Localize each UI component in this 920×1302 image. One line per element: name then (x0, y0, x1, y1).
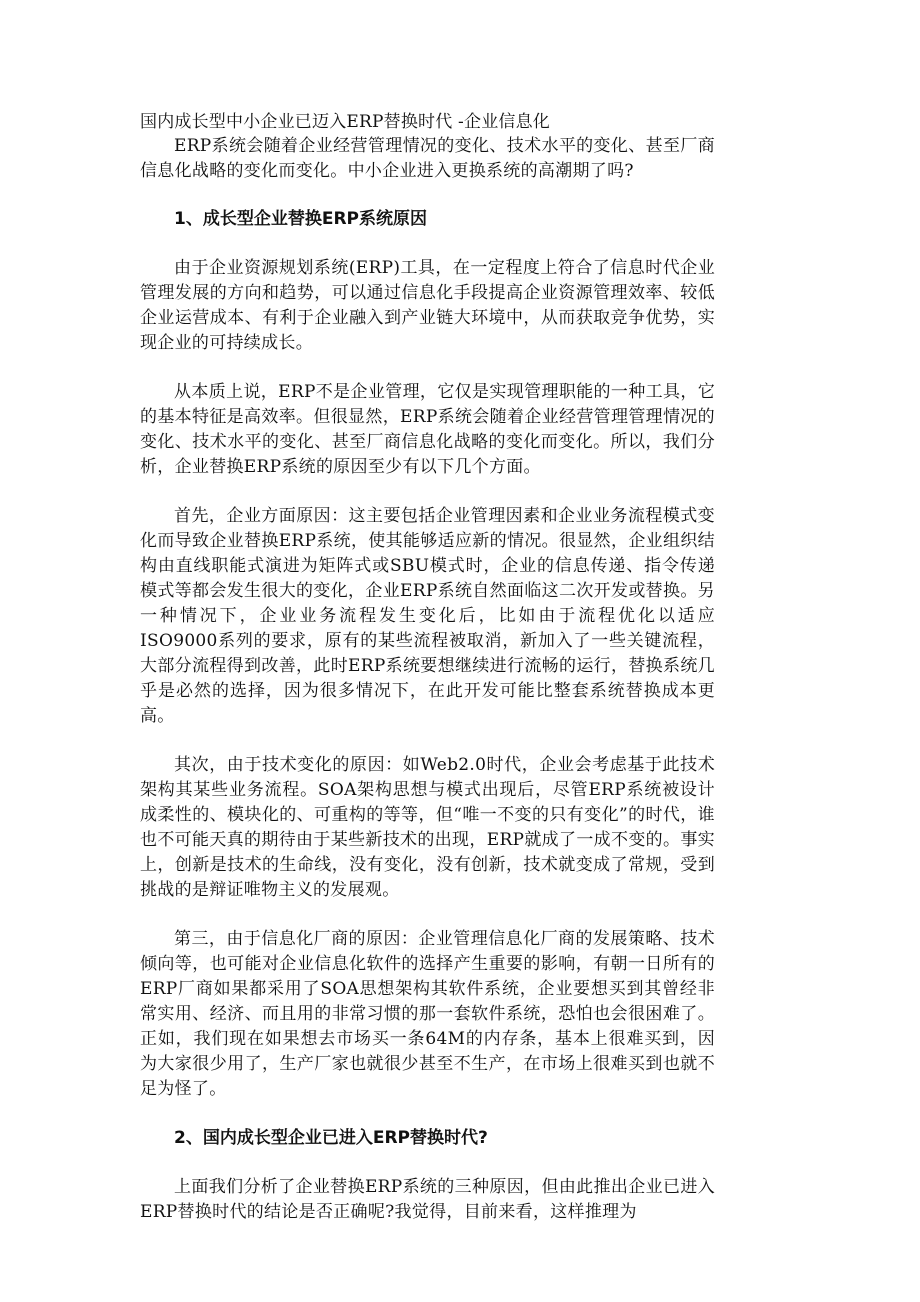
section-1-paragraph-3: 首先，企业方面原因：这主要包括企业管理因素和企业业务流程模式变化而导致企业替换ERP系统，使其能够适应新的情况。很显然，企业组织结构由直线职能式演进为矩阵式或SBU模式时，企业的信息传递、指令传递模式等都会发生很大的变化，企业ERP系统自然面临这二次开发或替换。另一种情况下，企业业务流程发生变化后，比如由于流程优化以适应ISO9000系列的要求，原有的某些流程被取消，新加入了一些关键流程，大部分流程得到改善，此时ERP系统要想继续进行流畅的运行，替换系统几乎是必然的选择，因为很多情况下，在此开发可能比整套系统替换成本更高。 (140, 506, 715, 726)
spacer (140, 1102, 715, 1126)
document-page (140, 110, 715, 1225)
section-1-heading: 1、成长型企业替换ERP系统原因 (174, 209, 427, 229)
spacer (140, 184, 715, 207)
section-1-paragraph-2: 从本质上说，ERP不是企业管理，它仅是实现管理职能的一种工具，它的基本特征是高效率。但很显然，ERP系统会随着企业经营管理管理情况的变化、技术水平的变化、甚至厂商信息化战略的变化而变化。所以，我们分析，企业替换ERP系统的原因至少有以下几个方面。 (140, 382, 715, 477)
intro-paragraph: ERP系统会随着企业经营管理情况的变化、技术水平的变化、甚至厂商信息化战略的变化而变化。中小企业进入更换系统的高潮期了吗? (140, 136, 715, 181)
document-title: 国内成长型中小企业已迈入ERP替换时代 -企业信息化 (140, 112, 550, 132)
spacer (140, 480, 715, 504)
spacer (140, 1151, 715, 1175)
spacer (140, 232, 715, 256)
section-2-paragraph-1: 上面我们分析了企业替换ERP系统的三种原因，但由此推出企业已进入ERP替换时代的结论是否正确呢?我觉得，目前来看，这样推理为 (140, 1177, 715, 1222)
section-1-paragraph-4: 其次，由于技术变化的原因：如Web2.0时代，企业会考虑基于此技术架构其某些业务流程。SOA架构思想与模式出现后，尽管ERP系统被设计成柔性的、模块化的、可重构的等等，但“唯一不变的只有变化”的时代，谁也不可能天真的期待由于某些新技术的出现，ERP就成了一成不变的。事实上，创新是技术的生命线，没有变化，没有创新，技术就变成了常规，受到挑战的是辩证唯物主义的发展观。 (140, 755, 715, 900)
section-1-paragraph-5: 第三，由于信息化厂商的原因：企业管理信息化厂商的发展策略、技术倾向等，也可能对企业信息化软件的选择产生重要的影响，有朝一日所有的ERP厂商如果都采用了SOA思想架构其软件系统，企业要想买到其曾经非常实用、经济、而且用的非常习惯的那一套软件系统，恐怕也会很困难了。正如，我们现在如果想去市场买一条64M的内存条，基本上很难买到，因为大家很少用了，生产厂家也就很少甚至不生产，在市场上很难买到也就不足为怪了。 (140, 929, 715, 1099)
spacer (140, 903, 715, 927)
spacer (140, 356, 715, 380)
spacer (140, 729, 715, 753)
section-2-heading: 2、国内成长型企业已进入ERP替换时代? (174, 1128, 488, 1148)
section-1-paragraph-1: 由于企业资源规划系统(ERP)工具，在一定程度上符合了信息时代企业管理发展的方向和趋势，可以通过信息化手段提高企业资源管理效率、较低企业运营成本、有利于企业融入到产业链大环境中，从而获取竞争优势，实现企业的可持续成长。 (140, 258, 715, 353)
